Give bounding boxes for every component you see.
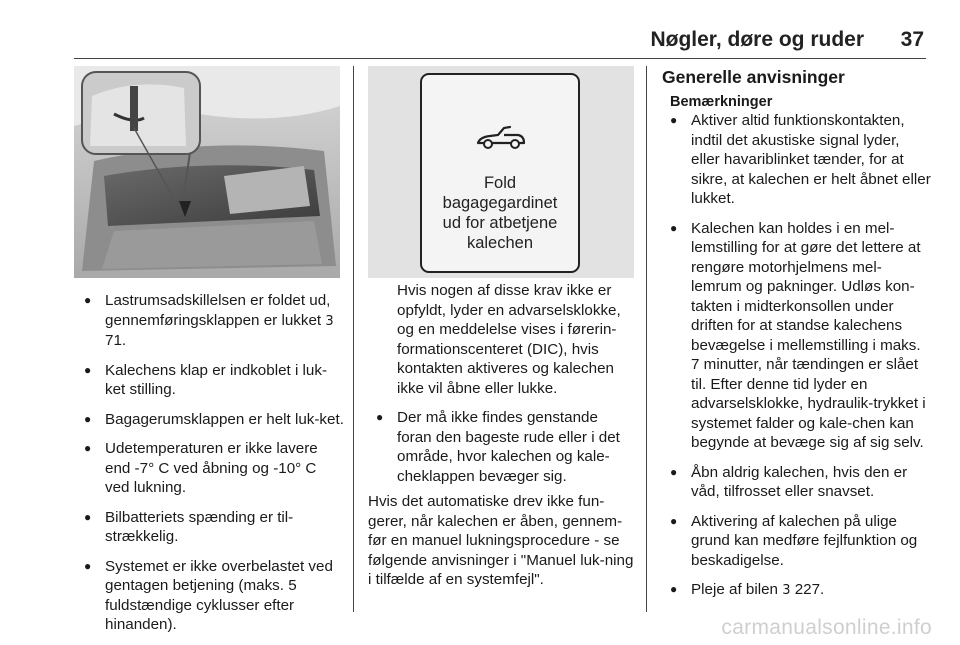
list-item: ● Åbn aldrig kalechen, hvis den er våd, tilfrosset eller snavset. (662, 463, 932, 502)
page-reference: 227. (794, 581, 825, 598)
page-reference-arrow: 3 (782, 583, 791, 598)
dic-illustration (368, 66, 634, 278)
list-item: ● Kalechen kan holdes i en mel-lemstilling for at gøre det lettere at rengøre motorhjelmens mel-lemrum og pakninger. Udløs kon-takten i midterkonsollen under driften for at standse kalechens bevægelse i mellemstilling i maks. 7 minutter, når tændingen er slået til. Efter denne tid lyder en advarselsklokke, hydraulik-trykket i systemet falder og kale-chen kan begynde at bevæge sig af sig selv. (662, 219, 932, 453)
dic-message-line: kalechen (466, 234, 534, 252)
dic-message-line: bagagegardinet (442, 194, 558, 212)
column-divider-1 (353, 66, 354, 612)
header-rule (74, 58, 926, 59)
page-reference: 71. (105, 332, 127, 349)
convertible-car-icon (474, 123, 528, 153)
list-item: ● Der må ikke findes genstande foran den bageste rude eller i det område, hvor kalechen og kale-cheklappen bevæger sig. (368, 408, 636, 486)
page-header (0, 28, 960, 58)
list-item: ● Aktivering af kalechen på ulige grund kan medføre fejlfunktion og beskadigelse. (662, 512, 932, 571)
list-item: ● Bagagerumsklappen er helt luk-ket. (76, 410, 344, 430)
note-heading: Bemærkninger (670, 94, 773, 110)
warning-paragraph: Hvis nogen af disse krav ikke er opfyldt, lyder en advarselsklokke, og en meddelelse vises i førerin-formationscenteret (DIC), hvis kontakten aktiveres og kalechen ikke vil åbne eller lukke. (397, 282, 621, 397)
dic-display (420, 73, 580, 273)
trunk-illustration-drawing (74, 66, 340, 278)
page-reference-arrow: 3 (325, 313, 334, 329)
list-item: ● Kalechens klap er indkoblet i luk-ket stilling. (76, 361, 344, 400)
manual-closing-paragraph: Hvis det automatiske drev ikke fun-gerer, når kalechen er åben, gennem-før en manuel lukningsprocedure - se følgende anvisninger i "Manuel luk-ning i tilfælde af en systemfejl". (368, 493, 634, 588)
list-item: ● Systemet er ikke overbelastet ved gentagen betjening (maks. 5 fuldstændige cyklusser efter hinanden). (76, 557, 344, 635)
dic-message (422, 173, 578, 253)
list-item: ● Udetemperaturen er ikke lavere end -7° C ved åbning og -10° C ved lukning. (76, 439, 344, 498)
general-instructions (662, 66, 932, 611)
column-2-text (368, 281, 636, 590)
dic-message-line: ud for atbetjene (442, 214, 558, 232)
list-item: ● Aktiver altid funktionskontakten, indtil det akustiske signal lyder, eller havariblinket tænder, for at sikre, at kalechen er helt åbnet eller lukket. (662, 111, 932, 209)
section-heading: Generelle anvisninger (662, 67, 845, 87)
list-item: ● Lastrumsadskillelsen er foldet ud, gennemføringsklappen er lukket 3 71. (76, 291, 344, 351)
requirements-list (76, 291, 344, 645)
trunk-illustration (74, 66, 340, 278)
dic-message-line: Fold (483, 174, 517, 192)
watermark: carmanualsonline.info (721, 616, 932, 639)
list-item: ● Bilbatteriets spænding er til-strækkelig. (76, 508, 344, 547)
page-title: Nøgler, døre og ruder (650, 28, 864, 51)
column-divider-2 (646, 66, 647, 612)
list-item: ● Pleje af bilen 3 227. (662, 580, 932, 601)
page-number: 37 (900, 28, 924, 51)
